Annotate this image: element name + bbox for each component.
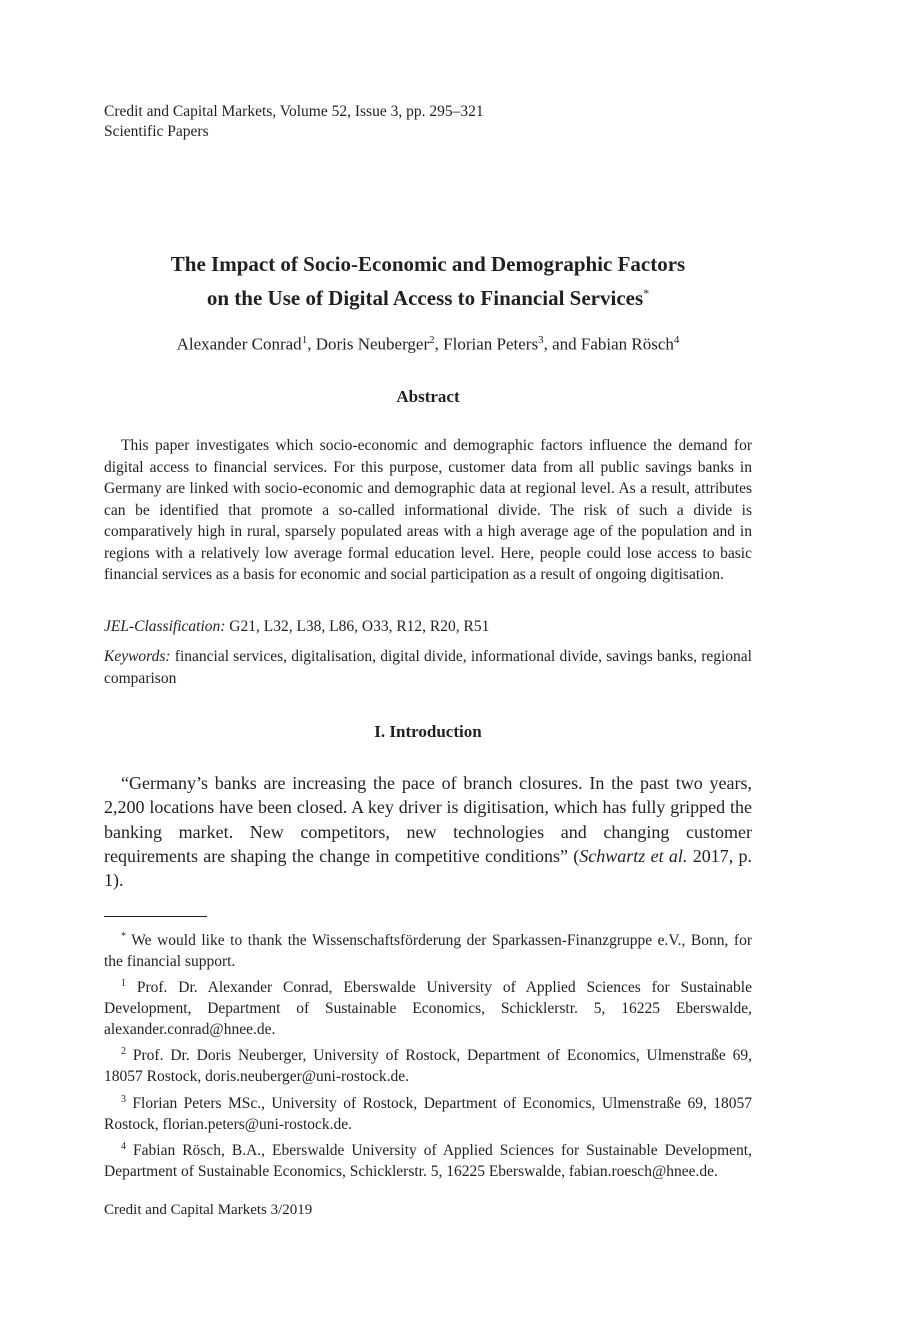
footnotes (104, 927, 752, 1183)
footnote (104, 1042, 752, 1088)
footnote-mark: 1 (121, 978, 126, 990)
keywords (104, 646, 752, 689)
author-list (104, 328, 752, 357)
author-affiliation-mark: 2 (429, 334, 435, 346)
footnote (104, 927, 752, 973)
running-head (104, 102, 484, 142)
footnote-divider (104, 916, 207, 917)
section-heading-introduction: I. Introduction (374, 722, 482, 741)
abstract-heading: Abstract (396, 387, 460, 406)
author-affiliation-mark: 4 (673, 334, 680, 346)
introduction-paragraph (104, 771, 752, 892)
author-separator: , and (543, 334, 581, 354)
jel-classification (104, 616, 752, 638)
jel-label: JEL-Classification: (104, 618, 226, 635)
footnote (104, 974, 752, 1041)
author-affiliation-mark: 3 (538, 334, 544, 346)
author-name: Florian Peters (443, 334, 539, 354)
footnote (104, 1090, 752, 1136)
keywords-label: Keywords: (104, 648, 171, 665)
footnote-text: We would like to thank the Wissenschaftsförderung der Sparkassen-Finanzgruppe e.V., Bonn, for the financial support. (104, 932, 752, 970)
footnote (104, 1137, 752, 1183)
footnote-text: Prof. Dr. Doris Neuberger, University of Rostock, Department of Economics, Ulmenstraße 69, 18057 Rostock, doris.neuberger@uni-rostock.de. (104, 1047, 752, 1086)
page-footer: Credit and Capital Markets 3/2019 (104, 1202, 313, 1218)
author-name: Doris Neuberger (315, 334, 430, 354)
footnote-mark: 3 (121, 1093, 126, 1105)
intro-quote: “Germany’s banks are increasing the pace of branch closures. In the past two years, 2,200 locations have been closed. A key driver is digitisation, which has fully gripped the banking market. New competitors, new technologies and changing customer requirements are shaping the change in competitive conditions” ( (104, 773, 752, 866)
keywords-list: financial services, digitalisation, digital divide, informational divide, savings banks, regional comparison (104, 648, 752, 687)
author-name: Fabian Rösch (580, 334, 674, 354)
author-separator: , (307, 334, 316, 354)
footnote-mark: 2 (121, 1046, 126, 1058)
jel-codes: G21, L32, L38, L86, O33, R12, R20, R51 (225, 618, 490, 635)
citation-rest: 2017, p. 1). (104, 845, 752, 891)
footnote-text: Fabian Rösch, B.A., Eberswalde University of Applied Sciences for Sustainable Development, Department of Sustainable Economics, Schicklerstr. 5, 16225 Eberswalde, fabian.roesch@hnee.de. (104, 1141, 752, 1180)
footnote-mark: 4 (121, 1140, 126, 1152)
abstract-text: This paper investigates which socio-economic and demographic factors influence the demand for digital access to financial services. For this purpose, customer data from all public savings banks in Germany are linked with socio-economic and demographic data at regional level. As a result, attributes can be identified that promote a so-called informational divide. The risk of such a divide is comparatively high in rural, sparsely populated areas with a high average age of the population and in regions with a relatively low average formal education level. Here, people could lose access to basic financial services as a basis for economic and social participation as a result of ongoing digitisation. (104, 437, 752, 583)
title-line-2: on the Use of Digital Access to Financial Services (206, 286, 644, 310)
footnote-text: Florian Peters MSc., University of Rostock, Department of Economics, Ulmenstraße 69, 18057 Rostock, florian.peters@uni-rostock.de. (104, 1094, 752, 1133)
article-category: Scientific Papers (104, 123, 209, 140)
paper-title (104, 250, 752, 313)
footnote-mark: * (121, 931, 126, 942)
author-separator: , (434, 334, 444, 354)
author-affiliation-mark: 1 (301, 334, 308, 346)
footnote-text: Prof. Dr. Alexander Conrad, Eberswalde University of Applied Sciences for Sustainable Development, Department of Sustainable Economics, Schicklerstr. 5, 16225 Eberswalde, alexander.conrad@hnee.de. (104, 979, 752, 1038)
citation-author: Schwartz et al. (579, 845, 688, 866)
author-name: Alexander Conrad (176, 334, 302, 354)
journal-citation: Credit and Capital Markets, Volume 52, Issue 3, pp. 295–321 (104, 103, 484, 120)
title-footnote-marker: * (643, 286, 650, 300)
title-line-1: The Impact of Socio-Economic and Demographic Factors (170, 252, 686, 276)
